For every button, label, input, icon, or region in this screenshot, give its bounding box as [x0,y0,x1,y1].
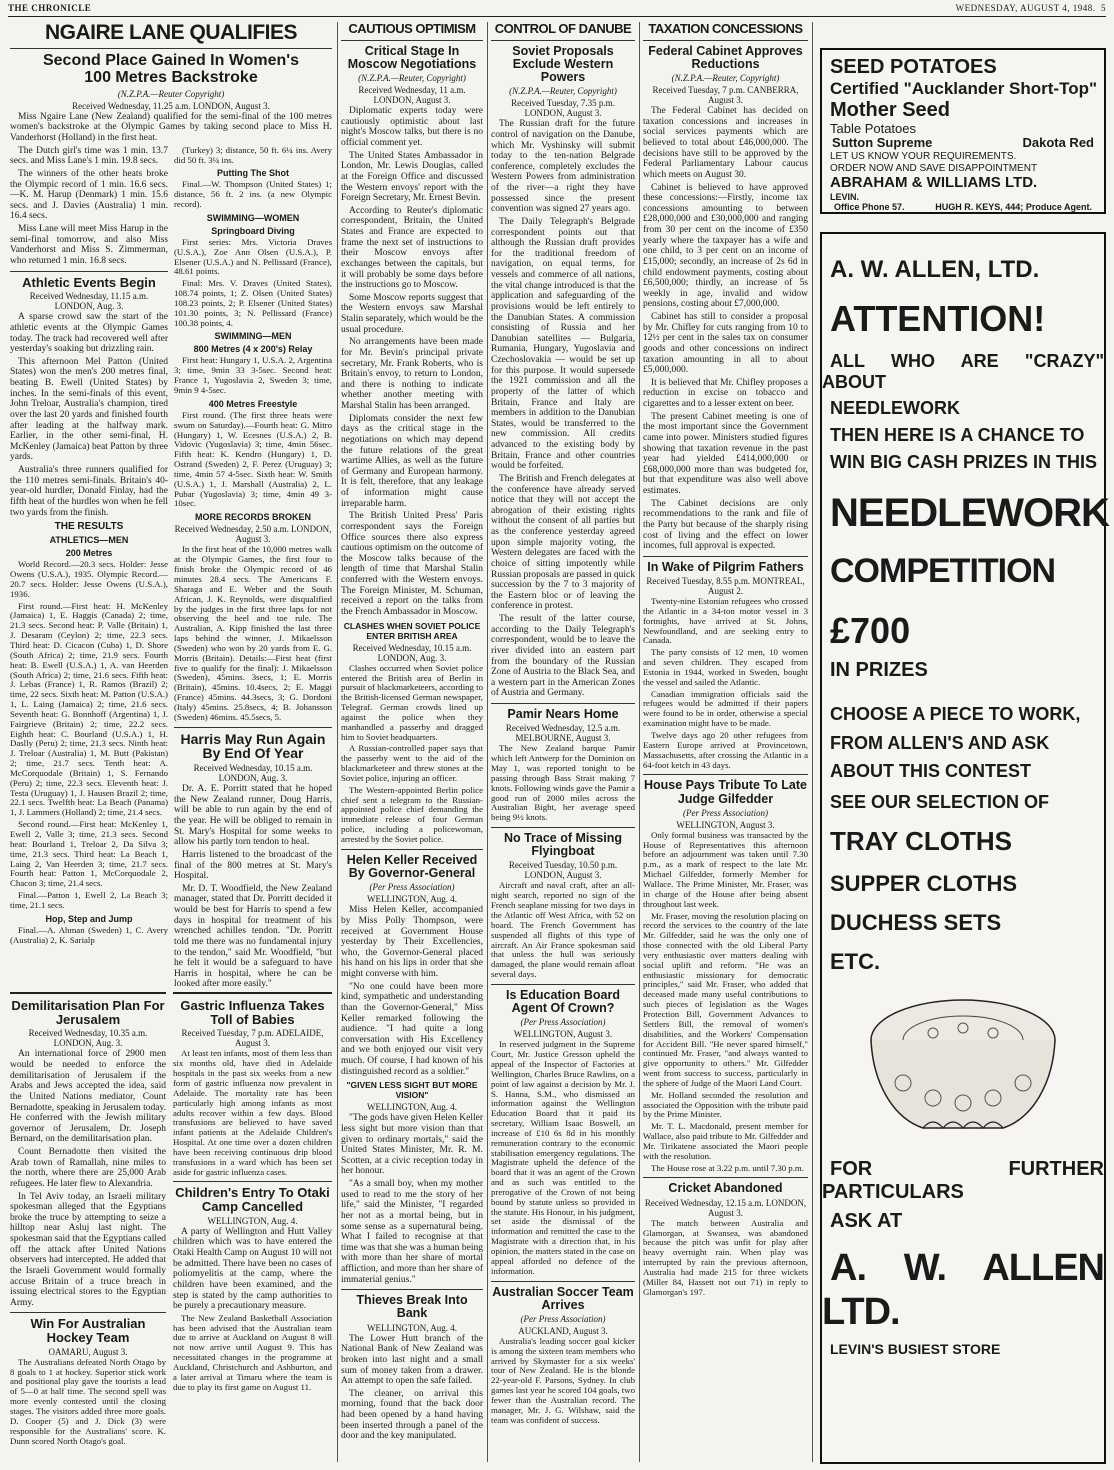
danube-p1: The Russian draft for the future control of navigation on the Danube, which Mr. Vyshinsky will submit today to the ten-nation Belgrade conference, completely excludes the Western Powers from administration of the river—a right they have possessed since the present convention was signed 27 years ago. [491,119,635,215]
taxation-subhead: Federal Cabinet Approves Reductions [648,43,803,71]
ad2-in-prizes: IN PRIZES [830,658,928,681]
harris-p1: Dr. A. E. Porritt stated that he hoped the New Zealand runner, Doug Harris, will be able to run again by the end of the year. He will be obliged to remain in St. Mary's Hospital for some weeks to allow his partly torn tendon to heal. [174,784,332,848]
pamir-p1: The New Zealand barque Pamir which left Antwerp for the Dominion on May 1, was reported tonight to be passing through Bass Strait making 7 knots. Following winds gave the Pamir a good run of 2000 miles across the Australian Bight, her average speed being 9½ knots. [491,743,635,823]
caution-p5: No arrangements have been made for Mr. Bevin's principal private secretary, Mr. Frank Roberts, who is Britain's envoy, to return to London, and there is nothing to indicate whether another meeting with Marshal Stalin has been arranged. [341,337,483,411]
ad2-duchess-sets: DUCHESS SETS [830,909,1002,935]
ad1-title: SEED POTATOES [830,56,997,78]
thieves-p2: The cleaner, on arrival this morning, found that the back door had been opened by a hand having been inserted through a panel of the door and the key manipulated. [341,1388,483,1442]
vision-dateline: WELLINGTON, Aug. 4. [366,1102,458,1113]
keller-credit: (Per Press Association) [369,882,455,893]
caution-p7: The British United Press' Paris correspondent says the Foreign Office sources there also express cautious optimism on the outcome of the Moscow talks because of the length of time that Marshal Stalin conferred with the Western envoys. The Foreign Minister, M. Schuman, received a report on the talks from the French Ambassador in Moscow. [341,511,483,617]
ngaire-subhead: Second Place Gained In Women's 100 Metres Backstroke [42,52,300,86]
ngaire-p3: The winners of the other heats broke the Olympic record of 1 min. 16.6 secs.—K. M. Harup (Denmark) 1 min. 15.6 secs. and J. Davies (Australia) 1 min. 16.4 secs. [10,168,168,222]
taxation-credit: (N.Z.P.A.—Reuter, Copyright) [671,72,780,83]
thieves-dateline: WELLINGTON, Aug. 4. [366,1322,458,1333]
ad2-line11: CHOOSE A PIECE TO WORK, [830,703,1081,724]
ad2-line6: WIN BIG CASH PRIZES IN THIS [830,451,1098,472]
column-rule [812,22,813,1462]
danube-credit: (N.Z.P.A.—Reuter, Copyright) [509,86,617,97]
thieves-headline: Thieves Break Into Bank [356,1293,468,1321]
ad1-company: ABRAHAM & WILLIAMS LTD. [830,174,1038,192]
pamir-headline: Pamir Nears Home [507,707,619,721]
caution-p1: Diplomatic experts today were cautiously optimistic about last night's Moscow talks, but there is no official comment yet. [341,106,483,148]
soccer-credit: (Per Press Association) [520,1313,606,1324]
gilfedder-p5: The House rose at 3.22 p.m. until 7.30 p.m. [651,1162,804,1173]
mid-sub4: SWIMMING—MEN [214,331,292,342]
danube-headline: CONTROL OF DANUBE [494,22,632,36]
ad2-etc: ETC. [830,949,881,975]
pilgrim-p2: The party consists of 12 men, 10 women and seven children. They escaped from Estonia in 1944, worked in Sweden, bought the vessel and sailed the Atlantic. [643,647,808,687]
otaki-p1: A party of Wellington and Hutt Valley children which was to have entered the Otaki Health Camp on August 10 will not be admitted. There have been no cases of poliomyelitis at the camp, where the children have been examined, and the step is stated by the camp authorities to be purely a precautionary measure. [173,1226,332,1312]
gilfedder-headline: House Pays Tribute To Late Judge Gilfedder [643,778,807,806]
results-p1: World Record.—20.3 secs. Holder: Jesse Owens (U.S.A.), 1935. Olympic Record.—20.7 secs. Holder: Jesse Owens (U.S.A.), 1936. [10,559,168,599]
cricket-dateline: Received Wednesday, 12.15 a.m. LONDON, August 3. [644,1197,807,1218]
taxation-dateline: Received Tuesday, 7 p.m. CANBERRA, August 3. [652,84,799,106]
gilfedder-credit: (Per Press Association) [683,807,768,818]
vision-headline: "GIVEN LESS SIGHT BUT MORE VISION" [346,1080,478,1101]
gastric-p1: At least ten infants, most of them less than six months old, have died in Adelaide hospitals in the past six weeks from a new form of gastric influenza now prevalent in Adelaide. The mortality rate has been particularly high among infants as most adults recover within a few days. Blood transfusions are believed to have saved infant patients at the Adelaide Children's Hospital. At one time over a dozen children have been receiving continuous drip blood transfusions in a ward which has been set aside for gastric influenza cases. [173,1048,332,1177]
otaki-p2: The New Zealand Basketball Association has been advised that the Australian team due to arrive at Auckland on August 8 will not now arrive until August 9. This has necessitated changes in the programme at Auckland, Christchurch and Ashburton, and a later arrival at Timaru where the team is due to play its first game on August 11. [173,1312,332,1392]
caution-headline: CAUTIOUS OPTIMISM [348,22,476,36]
ad1-line2: Certified "Aucklander Short-Top" [830,79,1098,98]
education-credit: (Per Press Association) [520,1017,606,1028]
paper-name: THE CHRONICLE [8,3,92,13]
results-p2: First round.—First heat: H. McKenley (Jamaica) 1, E. Haggis (Canada) 2; time, 21.3 secs. Second heat: P. Valle (Britain) 1, J. Desaram (Ceylon) 2; time, 22.3 secs. Third heat: D. Cicacon (Cuba) 1, D. Shore (South Africa) 2; time, 21.9 secs. Fourth heat: B. Ewell (U.S.A.) 1, A. van Heerden (South Africa) 2; time, 21.6 secs. Fifth heat: J. Lebas (France) 1, R. Ramos (Brazil) 2; time, 22 secs. Sixth heat: M. Patton (U.S.A.) 1, L. Laing (Jamaica) 2; time, 21.6 secs. Seventh heat: G. Bonnhoff (Argentina) 1, J. Fairgrieve (Britain) 2; time, 22.2 secs. Eighth heat: C. Bourland (U.S.A.) 1, H. Daslly (Peru) 2; time, 21.3 secs. Ninth heat: J. Treloar (Australia) 1, M. Butt (Pakistan) 2; time, 21.7 secs. Tenth heat: A. McCorquodale (Britain) 1, S. Fernando (Peru) 2; time, 22.3 secs. Eleventh heat: J. Testa (Uruguay) 1, J. Hausen Brazil 2; time, 22.1 secs. Twelfth heat: La Beach (Panama) 1, J. Lammers (Holland) 2; time, 21.4 secs. [10,600,168,818]
education-headline: Is Education Board Agent Of Crown? [506,987,620,1015]
caution-p2: The United States Ambassador in London, Mr. Lewis Douglas, called at the Foreign Office and discussed the Western envoys' report with the Foreign Secretary, Mr. Ernest Bevin. [341,150,483,204]
cricket-headline: Cricket Abandoned [668,1181,783,1196]
ngaire-headline: NGAIRE LANE QUALIFIES [44,22,297,44]
pilgrim-dateline: Received Tuesday, 8.55 p.m. MONTREAL, August 2. [646,575,805,596]
taxation-p5: The present Cabinet meeting is one of the most important since the Government came into power. Ministers studied figures showing that taxation revenue in the past year had yielded £414,000,000 or £68,000,000 more than was budgeted for, but that expenditure was also well above estimates. [643,411,808,496]
ngaire-p1: Miss Ngaire Lane (New Zealand) qualified for the semi-final of the 100 metres women's backstroke at the Olympic Games by taking second place to Miss H. Vanderhorst (Holland) in the first heat. [10,111,332,144]
ad1-line3: Mother Seed [830,98,951,121]
mid-p7: In the first heat of the 10,000 metres walk at the Olympic Games, the first four to finish broke the Olympic record of 46 minutes 28.4 secs. The Americans F. Sharaga and E. Weber and the South African, J. K. Reynolds, were disqualified by the judges in the first three laps for not observing the heel and toe rule. The Australian, A. Kipp finished the last three laps behind the winner, J. Mikaelsson (Sweden) who won by 20 yards from E. G. Morris (Britain). Details:—First heat (first five to qualify for the final): J. Mikaelsson (Sweden), 45mins. 3secs, 1; E. Morris (Britain), 45mins. 10.4secs, 2; E. Maggi (France) 45mins. 44.3secs, 3; G. Dordoni (Italy) 45mins. 25.8secs, 4; B. Johansson (Sweden) 46mins. 45.5secs, 5. [174,544,332,722]
hockey-p1: The Australians defeated North Otago by 8 goals to 1 at hockey. Superior stick work and positional play gave the tourists a lead of 5—0 at half time. The second spell was more evenly contested until the closing stages. The visitors added three more goals. D. Cooper (5) and J. Dick (3) were responsible for the Australians' score. K. Dunn scored North Otago's goal. [10,1356,166,1446]
mid-sub6: 400 Metres Freestyle [208,398,298,409]
gilfedder-p1: Only formal business was transacted by the House of Representatives this afternoon before an adjournment was taken until 7.30 p.m., as a mark of respect to the late Mr. Michael Gilfedder, formerly Member for Wallace. The Prime Minister, Mr. Fraser, was in charge of the House after being absent throughout last week. [643,829,808,909]
ad2-needlework: NEEDLEWORK [830,491,1109,536]
sport-section [10,22,332,1002]
taxation-p6: The Cabinet decisions are only recommendations to the rank and file of the Party but because of the sharply rising cost of living and the effect on lower incomes, full approval is expected. [643,498,808,552]
mid-dateline: Received Wednesday, 2.50 a.m. LONDON, August 3. [174,524,332,545]
ad2-attention: ATTENTION! [830,297,1046,339]
issue-date: WEDNESDAY, AUGUST 4, 1948. 5 [955,3,1106,13]
demil-dateline: Received Wednesday, 10.35 a.m. LONDON, Aug. 3. [28,1028,148,1049]
taxation-p2: Cabinet is believed to have approved these concessions:—Firstly, income tax concessions amounting to between £28,000,000 and £30,000,000 and ranging from 30 per cent on the income of £350 yearly where the taxpayer has a wife and one child, to 3 per cent on an income of £15,000; secondly, an increase of 2s 6d in child endowment payments, costing about £6,500,000; thirdly, an increase of 5s weekly in age, invalid and widow pensions, costing about £7,000,000. [643,182,808,310]
mid-sub1: Putting The Shot [217,168,289,179]
pilgrim-headline: In Wake of Pilgrim Fathers [647,559,804,574]
gilfedder-p3: Mr. Holland seconded the resolution and associated the Opposition with the tribute paid by the Prime Minister. [643,1089,808,1120]
ad2-line13: ABOUT THIS CONTEST [830,761,1031,782]
clashes-dateline: Received Wednesday, 10.15 a.m. LONDON, Aug. 3. [352,642,472,663]
otaki-headline: Children's Entry To Otaki Camp Cancelled [175,1185,330,1215]
athletic-p2: This afternoon Mel Patton (United States) won the men's 200 metres final, beating B. Ewell (United States) by inches. In the semi-finals of this event, John Treloar, Australia's champion, tired over the last 20 yards and finished fourth after leading at the halfway mark. Earlier, in the other semi-final, H. McKenley (Jamaica) beat Patton by three yards. [10,356,168,463]
ad2-tray-cloths: TRAY CLOTHS [830,825,1013,856]
danube-dateline: Received Tuesday, 7.35 p.m. LONDON, August 3. [511,98,615,119]
keller-dateline: WELLINGTON, Aug. 4. [366,894,458,905]
taxation-p4: It is believed that Mr. Chifley proposes a reduction in excise on tobacco and cigarettes and to a lesser extent on beer. [643,377,808,409]
ad1-phone: Office Phone 57. [834,202,905,213]
column-rule [337,22,338,1462]
ad2-supper-cloths: SUPPER CLOTHS [830,870,1018,896]
soccer-p1: Australia's leading soccer goal kicker is among the sixteen team members who arrived by Skymaster for a six weeks' tour of New Zealand. He is the blonde 22-year-old F. Parsons, Sydney. In club games last year he scored 104 goals, two fewer than the Australian record. The manager, Mr. J. G. Wilshaw, said the team was confident of success. [491,1335,635,1425]
column-rule [639,22,640,1462]
soccer-headline: Australian Soccer Team Arrives [492,1284,634,1312]
results-p3: Second round.—First heat: McKenley 1, Ewell 2, Valle 3; time, 21.3 secs. Second heat: Bourland 1, Treloar 2, Da Silva 3; time, 21.3 secs. Third heat: La Beach 1, Laing 2, Van Heerden 3; time, 21.7 secs. Fourth heat: Patton 1, McCorquodale 2, Chacon 3; time, 21.4 secs. [10,819,168,889]
ad1-line7: ORDER NOW AND SAVE DISAPPOINTMENT [830,162,1038,174]
hockey-headline: Win For Australian Hockey Team [30,1316,146,1346]
mid-p3: First series: Mrs. Victoria Draves (U.S.A.), Zoe Ann Olsen (U.S.A.), P. Elsener (U.S.A.) and N. Pellissard (France), 48.61 points. [174,236,332,277]
ngaire-p4: Miss Lane will meet Miss Harup in the semi-final tomorrow, and also Miss Vanderhorst and Miss S. Zimmerman, who returned 1 min. 16.8 secs. [10,224,168,266]
column-rule [487,22,488,1462]
athletic-p1: A sparse crowd saw the start of the athletic events at the Olympic Games today. The track had recovered well after yesterday's soaking but drizzling rain. [10,312,168,355]
danube-subhead: Soviet Proposals Exclude Western Powers [512,43,614,84]
demil-p3: In Tel Aviv today, an Israeli military spokesman alleged that the Egyptians broke the truce by attempting to seize a hilltop near Asluj last night. The spokesman said that the Egyptians called off the attack after United Nations observers had intercepted. He added that the Israeli Government would formally accuse Britain of a truce breach in issuing electrical stores to the Egyptian Army. [10,1191,166,1308]
mid-p4: Final: Mrs. V. Draves (United States), 108.74 points, 1; Z. Olsen (United States) 108.23 points, 2; P. Elsener (United States) 101.30 points, 3; N. Pellissard (France) 100.38 points, 4. [174,278,332,328]
ad1-variety2: Dakota Red [1022,135,1094,151]
caution-p6: Diplomats consider the next few days as the critical stage in the negotiations on which may depend the future relations of the great wartime Allies, as well as the future of Germany and European harmony. It is felt, therefore, that any leakage of information might cause irreparable harm. [341,413,483,509]
flyingboat-headline: No Trace of Missing Flyingboat [503,831,623,859]
soccer-dateline: AUCKLAND, August 3. [518,1325,608,1336]
danube-column [491,22,635,1462]
mid-sub3: Springboard Diving [211,225,295,236]
ad2-line5: THEN HERE IS A CHANCE TO [830,425,1085,446]
ad1-line6: LET US KNOW YOUR REQUIREMENTS. [830,151,1017,163]
athletic-headline: Athletic Events Begin [22,274,156,290]
ad2-prize-amount: £700 [830,609,911,651]
sport-left-column [10,146,168,992]
taxation-p3: Cabinet has still to consider a proposal by Mr. Chifley for cuts ranging from 10 to 12½ per cent in the sales tax on consumer goods and other concessions on indirect taxation amounting in all to about £5,000,000. [643,312,808,376]
ngaire-dateline: Received Wednesday, 11.25 a.m. LONDON, August 3. [72,100,270,111]
taxation-headline: TAXATION CONCESSIONS [648,22,803,36]
tablecloth-illustration [863,988,1063,1138]
demil-headline: Demilitarisation Plan For Jerusalem [11,998,165,1027]
caution-p3: According to Reuter's diplomatic correspondent, Britain, the United States and France are expected to frame the next set of instructions to their Moscow envoys after exchanges between the capitals, but it will probably be some days before the instructions go to Moscow. [341,205,483,291]
results-sub1: ATHLETICS—MEN [49,535,129,546]
ad1-town: LEVIN. [830,191,860,202]
ad2-line3: ALL WHO ARE "CRAZY" ABOUT [822,350,1104,392]
sport-right-column [174,146,332,992]
clashes-p3: The Western-appointed Berlin police chief sent a telegram to the Russian-appointed police chief demanding the immediate release of four German police, including a policewoman, arrested by the Soviet police. [341,784,483,844]
ad2-line19: FOR FURTHER PARTICULARS [822,1158,1104,1204]
education-dateline: WELLINGTON, August 3. [513,1029,613,1040]
vision-p2: "As a small boy, when my mother used to read to me the story of her life," said the Minister, "I regarded her not as a mortal being, but in some sense as a supernatural being. What I failed to recognise at that time was that she was a human being with more than her share of mortal affliction, and more than her share of immaterial genius." [341,1179,483,1285]
danube-p4: The result of the latter course, according to the Daily Telegraph's correspondent, would be to leave the river divided into an eastern part from the boundary of the Russian Zone of Austria to the Black Sea, and a western part in the American Zones of Austria and Germany. [491,614,635,699]
clashes-headline: CLASHES WHEN SOVIET POLICE ENTER BRITISH AREA [343,620,481,641]
caution-dateline: Received Wednesday, 11 a.m. LONDON, August 3. [358,84,466,106]
ngaire-credit: (N.Z.P.A.—Reuter Copyright) [117,88,225,99]
vision-p1: "The gods have given Helen Keller less sight but more vision than that given to ordinary mortals," said the United States Minister, Mr. R. M. Scotten, at a civic reception today in her honour. [341,1113,483,1177]
danube-p2: The Daily Telegraph's Belgrade correspondent points out that although the Russian draft provides for the traditional freedom of navigation, on equal terms, for vessels and commerce of all nations, the vital change introduced is that the application and safeguarding of the provisions would be left entirely to the Danubian States. A commission consisting of Russia and her Danubian satellites — Bulgaria, Rumania, Hungary, Yugoslavia and Czechoslovakia — would be set up for this purpose. It would supersede the 1921 commission and all the property of the latter of which Britain, France and Italy are members in addition to the Danubian States, would be transferred to the new commission. All credits advanced to the existing body by Britain, France and other countries would be forfeited. [491,216,635,472]
clashes-p1: Clashes occurred when Soviet police entered the British area of Berlin in pursuit of blackmarketeers, according to the British-licensed German newspaper, Telegraf. German crowds lined up against the police when they manhandled a passerby and dragged him to Soviet headquarters. [341,662,483,742]
caution-subhead: Critical Stage In Moscow Negotiations [347,43,477,71]
results-p5: Final.—A. Ahman (Sweden) 1, C. Avery (Australia) 2, K. Sarialp [10,924,168,945]
caution-p4: Some Moscow reports suggest that the Western envoys saw Marshal Stalin separately, which would be the usual procedure. [341,292,483,335]
results-p4: Final.—Patton 1, Ewell 2, La Beach 3; time, 21.1 secs. [10,890,168,910]
ad2-line4: NEEDLEWORK [830,398,960,419]
keller-headline: Helen Keller Received By Governor-General [346,852,478,880]
masthead [8,2,1106,17]
ngaire-p2: The Dutch girl's time was 1 min. 13.7 secs. and Miss Lane's 1 min. 19.8 secs. [10,145,168,167]
gilfedder-p4: Mr. T. L. Macdonald, present member for Wallace, also paid tribute to Mr. Gilfedder and Mr. Tirikatene associated the Maori people with the resolution. [643,1121,808,1161]
keller-p2: "No one could have been more kind, sympathetic and understanding than the Governor-General," Miss Keller remarked following the audience. "I had quite a long conversation with His Excellency and we both enjoyed our visit very much. Of course, I had known of his distinguished record as a soldier." [341,981,483,1077]
education-p1: In reserved judgment in the Supreme Court, Mr. Justice Gresson upheld the appeal of the Inspector of Factories at Wellington, Charles Bruce Rawlins, on a point of law against a decision by Mr. J. S. Hanna, S.M., who dismissed an information against the Wellington Education Board that it paid its secretary, William Isaac Boswell, an increase of £10 6s 8d in his monthly remuneration contrary to the economic stabilisation emergency regulations. The Magistrate upheld the defence of the board that it was an agent of the Crown and as such was entitled to the prerogative of the Crown of not being bound by statute unless so provided in the statute. His Honour, in his judgment, set aside the dismissal of the information and remitted the case to the Magistrate with a direction that, in his opinion, the matters stated in the case on appeal afforded no defence of the information. [491,1039,635,1276]
demil-column [10,992,166,1462]
ad2-line12: FROM ALLEN'S AND ASK [830,732,1050,753]
danube-p3: The British and French delegates at the conference have already served notice that they will not accept the abrogation of their existing rights without the consent of all parties but as the conference yesterday agreed upon simple majority voting, the Western delegates are faced with the choice of sitting impotently while Russian proposals are passed in quick succession by the 7 to 3 majority of the Eastern bloc or of leaving the conference in protest. [491,473,635,612]
demil-p1: An international force of 2900 men would be needed to enforce the demilitarisation of Jerusalem if the Arabs and Jews accepted the idea, said the United Nations mediator, Count Bernadotte, speaking in Jerusalem today. He conferred with the Jewish military governor of Jerusalem, Dr. Joseph Bernard, on the demilitarisation plan. [10,1049,166,1145]
ad2-tagline: LEVIN'S BUSIEST STORE [830,1340,1001,1357]
ad1-line4: Table Potatoes [830,120,917,136]
seed-potatoes-ad [820,48,1106,214]
pilgrim-p1: Twenty-nine Estonian refugees who crossed the Atlantic in a 34-ton motor vessel in 3 fortnights, have arrived at St. Johns, Newfoundland, and are seeking entry to Canada. [643,596,808,646]
mid-sub5: 800 Metres (4 x 200's) Relay [193,344,313,355]
keller-p1: Miss Helen Keller, accompanied by Miss Polly Thompson, were received at Government House yesterday by Their Excellencies, who, the Governor-General placed his hand on his lips in order that she might converse with him. [341,905,483,979]
results-sub3: Hop, Step and Jump [45,913,133,924]
taxation-p1: The Federal Cabinet has decided on taxation concessions and increases in social services payments which are believed to total about £46,000,000. The decisions have still to be approved by the Federal Parliamentary Labour caucus which meets on August 30. [643,106,808,180]
ad2-company-top: A. W. ALLEN, LTD. [830,256,1040,283]
pamir-dateline: Received Wednesday, 12.5 a.m. MELBOURNE, August 3. [505,723,621,744]
cricket-p1: The match between Australia and Glamorgan, at Swansea, was abandoned because the pitch was unfit for play after heavy overnight rain. When play was interrupted by rain the previous afternoon, Australia had made 215 for three wickets (Miller 84, Hassett not out 71) in reply to Glamorgan's 197. [643,1217,808,1297]
gilfedder-p2: Mr. Fraser, moving the resolution placing on record the services to the country of the late Mr. Gilfedder, said he was the only one of those connected with the old Liberal Party very enthusiastic over matters dealing with social uplift and reform. "He was an enthusiastic missionary for democratic principles," said Mr. Fraser, who added that deceased made many useful contributions to such pieces of legislation as the Wages Protection Bill, Government Advances to Settlers Bill, the removal of women's disabilities, and the Workers' Compensation for Accident Bill. "He never spared himself," continued Mr. Fraser, "and always wanted to give opportunity to others." Mr. Gilfedder went from success to success, particularly in the sphere of Judge of the Maori Land Court. [643,910,808,1088]
taxation-column [643,22,808,1462]
hockey-dateline: OAMARU, August 3. [48,1346,128,1357]
thieves-p1: The Lower Hutt branch of the National Bank of New Zealand was broken into last night and a small sum of money taken from a drawer. An attempt to open the safe failed. [341,1333,483,1387]
ad2-line20: ASK AT [830,1210,903,1233]
results-sub2: 200 Metres [65,548,113,559]
mid-p1: (Turkey) 3; distance, 50 ft. 6¼ ins. Avery did 50 ft. 3¼ ins. [174,144,332,165]
demil-p2: Count Bernadotte then visited the Arab town of Ramallah, nine miles to the north, where there are 25,000 Arab refugees. He later flew to Alexandria. [10,1147,166,1189]
flyingboat-p1: Aircraft and naval craft, after an all-night search, reported no sign of the French seaplane missing for two days in the Atlantic off West Africa, with 52 on board. The French Government has suspended all flights of this type of aircraft. An Air France spokesman said that unless the hull was seriously damaged, the plane would remain afloat several days. [491,880,635,980]
mid-sub7: MORE RECORDS BROKEN [194,512,311,523]
results-heading: THE RESULTS [54,521,124,533]
athletic-p3: Australia's three runners qualified for the 110 metres semi-finals. Britain's 40-year-old hurdler, Donald Finlay, had the fifth heat of the hurdles won when he fell two yards from the finish. [10,465,168,518]
pilgrim-p4: Twelve days ago 20 other refugees from Eastern Europe arrived at Provincetown, Massachusetts, after crossing the Atlantic in a 64-foot ketch in 43 days. [643,730,808,770]
harris-headline: Harris May Run Again By End Of Year [180,730,326,762]
mid-p5: First heat: Hungary 1, U.S.A. 2, Argentina 3; time, 9min 33 3-5sec. Second heat: France 1, Yugoslavia 2, Sweden 3; time, 9min 9 4-5sec. [174,355,332,396]
harris-p2: Harris listened to the broadcast of the final of the 800 metres at St. Mary's Hospital. [174,849,332,882]
caution-credit: (N.Z.P.A.—Reuter, Copyright) [358,72,466,83]
needlework-ad [820,232,1109,1464]
flyingboat-dateline: Received Tuesday, 10.50 p.m. LONDON, August 3. [508,860,618,881]
harris-p3: Mr. D. T. Woodfield, the New Zealand manager, stated that Dr. Porritt decided it would be best for Harris to spend a few days in hospital for treatment of his wrenched achilles tendon. "Dr. Porritt told me there was no fundamental injury to the tendon," said Mr. Woodfield, "but he felt it would be a safeguard to have Harris in hospital, where he can be looked after more easily." [174,883,332,990]
otaki-dateline: WELLINGTON, Aug. 4. [207,1215,298,1226]
mid-p6: First round. (The first three heats were swum on Saturday).—Fourth heat: G. Mitro (Hungary) 1, W. Ecesnes (U.S.A.) 2, B. Vidovic (Yugoslavia) 3; time, 4min 56sec. Fifth heat: K. Kendro (Hungary) 1, D. Ostrand (Sweden) 2, F. Perez (Uruguay) 3; time, 4min 57 4-5sec. Sixth heat: W. Smith (U.S.A.) 1, J. Marshall (Australia) 2, L. Pubar (Yugoslavia) 3; time, 4min 49 3-10sec. [174,409,332,509]
gilfedder-dateline: WELLINGTON, August 3. [676,819,775,830]
cautious-column [341,22,483,1462]
gastric-headline: Gastric Influenza Takes Toll of Babies [180,998,325,1027]
gastric-column [173,992,332,1462]
gastric-dateline: Received Tuesday, 7 p.m. ADELAIDE, August 3. [181,1028,324,1049]
ad2-line14: SEE OUR SELECTION OF [830,791,1050,812]
ad2-competition: COMPETITION [830,552,1056,591]
pilgrim-p3: Canadian immigration officials said the refugees would be admitted if their papers were found to be in order, otherwise a special examination might have to be made. [643,688,808,729]
mid-sub2: SWIMMING—WOMEN [206,212,300,223]
ad2-company-bottom: A. W. ALLEN LTD. [822,1247,1104,1334]
harris-dateline: Received Wednesday, 10.15 a.m. LONDON, Aug. 3. [193,763,313,784]
ad1-variety1: Sutton Supreme [832,135,933,151]
mid-p2: Final.—W. Thompson (United States) 1; distance, 56 ft. 2 ins. (a new Olympic record). [174,179,332,210]
ad1-agent: HUGH R. KEYS, 444; Produce Agent. [935,202,1092,213]
clashes-p2: A Russian-controlled paper says that the passerby went to the aid of the blackmarketeer and threw stones at the Soviet police, injuring an officer. [341,743,483,783]
athletic-dateline: Received Wednesday, 11.15 a.m. LONDON, Aug. 3. [29,291,149,312]
